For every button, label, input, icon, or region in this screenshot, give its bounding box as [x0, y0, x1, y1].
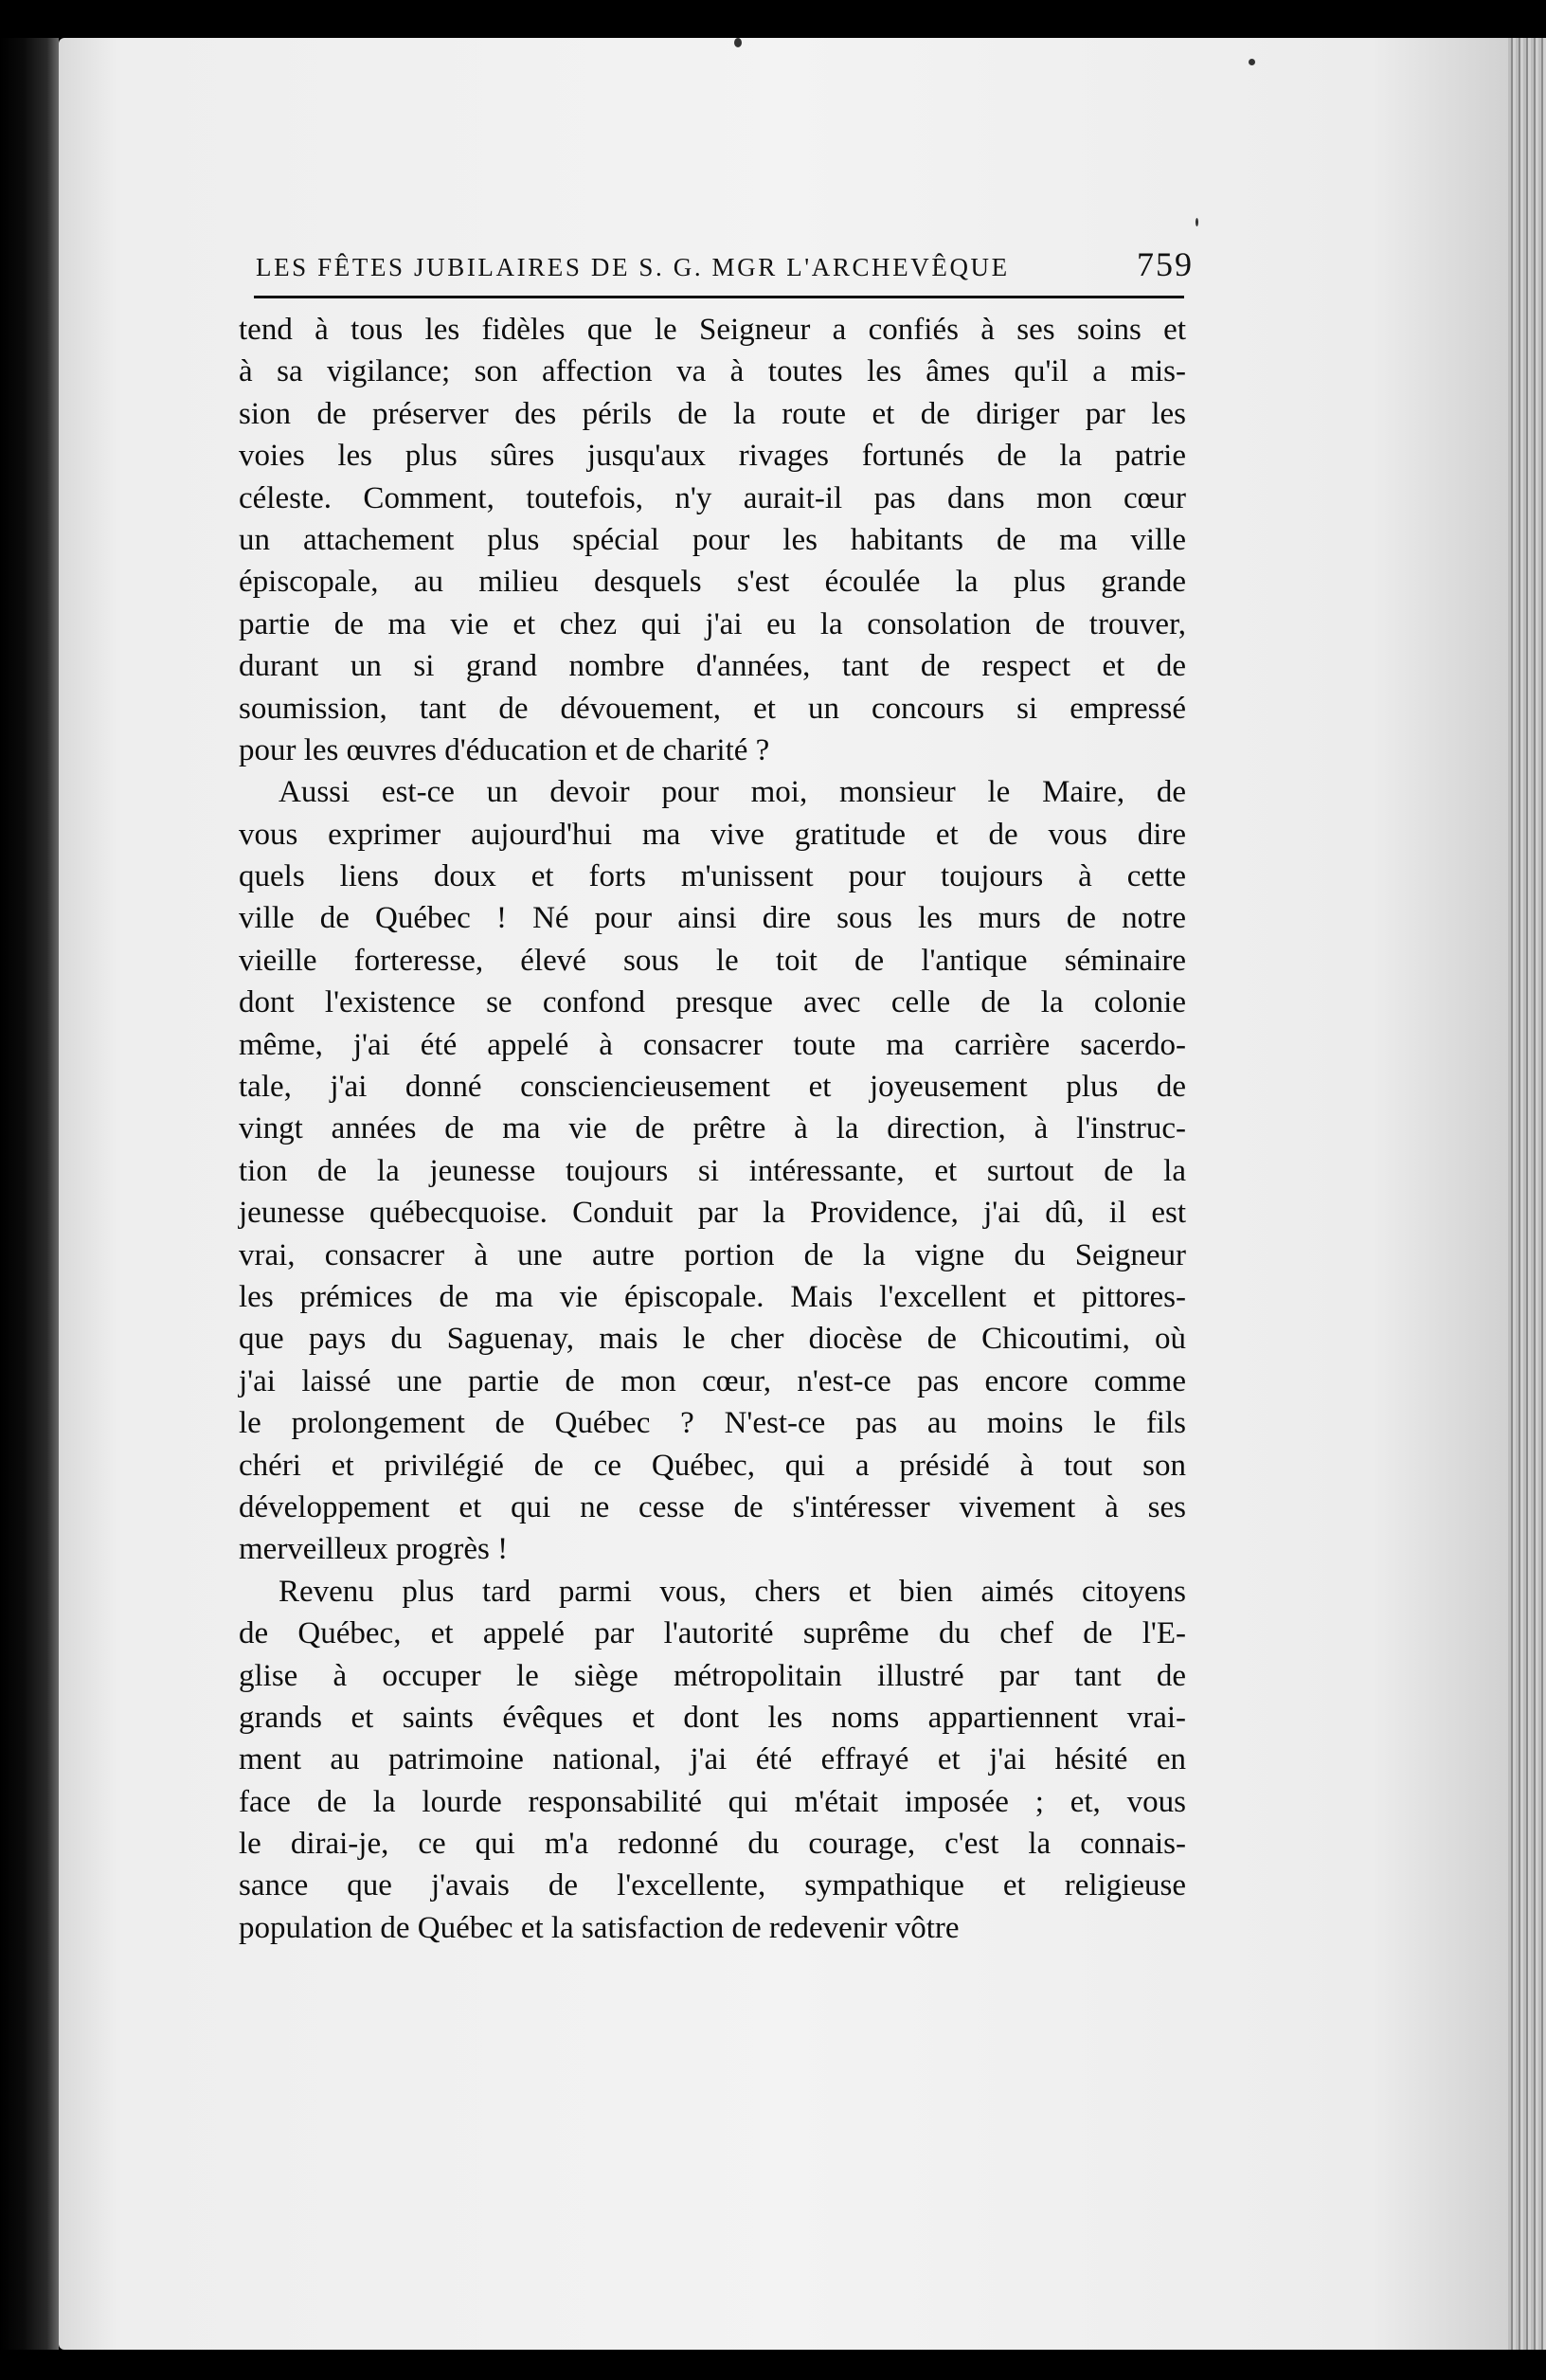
text-line: le prolongement de Québec ? N'est-ce pas au moins le fils [239, 1406, 1186, 1441]
text-line: tale, j'ai donné consciencieusement et joyeusement plus de [239, 1070, 1186, 1105]
scan-speck [734, 38, 742, 47]
page-number: 759 [1137, 245, 1194, 283]
book-page-edges [1508, 38, 1546, 2350]
text-line: population de Québec et la satisfaction de redevenir vôtre [239, 1910, 960, 1945]
text-line: sance que j'avais de l'excellente, sympathique et religieuse [239, 1868, 1186, 1903]
text-line: merveilleux progrès ! [239, 1532, 509, 1567]
text-line: vieille forteresse, élevé sous le toit de l'antique séminaire [239, 943, 1186, 978]
text-line: Aussi est-ce un devoir pour moi, monsieur le Maire, de [279, 775, 1186, 810]
text-line: quels liens doux et forts m'unissent pour toujours à cette [239, 859, 1186, 894]
header-rule [254, 296, 1184, 298]
text-line: soumission, tant de dévouement, et un concours si empressé [239, 691, 1186, 726]
scan-speck [1195, 218, 1198, 226]
text-line: même, j'ai été appelé à consacrer toute ma carrière sacerdo- [239, 1027, 1186, 1062]
text-line: Revenu plus tard parmi vous, chers et bien aimés citoyens [279, 1574, 1186, 1609]
text-line: dont l'existence se confond presque avec celle de la colonie [239, 985, 1186, 1020]
body-text [239, 309, 1186, 1949]
text-line: à sa vigilance; son affection va à toutes les âmes qu'il a mis- [239, 354, 1186, 389]
text-line: les prémices de ma vie épiscopale. Mais l'excellent et pittores- [239, 1279, 1186, 1314]
running-head [256, 244, 1194, 288]
text-line: vingt années de ma vie de prêtre à la direction, à l'instruc- [239, 1111, 1186, 1146]
text-line: le dirai-je, ce qui m'a redonné du courage, c'est la connais- [239, 1827, 1186, 1862]
running-title: LES FÊTES JUBILAIRES DE S. G. MGR L'ARCHEVÊQUE [256, 253, 1010, 281]
text-line: épiscopale, au milieu desquels s'est écoulée la plus grande [239, 565, 1186, 600]
text-line: partie de ma vie et chez qui j'ai eu la consolation de trouver, [239, 606, 1186, 641]
text-line: un attachement plus spécial pour les habitants de ma ville [239, 522, 1186, 557]
text-line: durant un si grand nombre d'années, tant de respect et de [239, 649, 1186, 684]
text-line: développement et qui ne cesse de s'intéresser vivement à ses [239, 1489, 1186, 1524]
text-line: de Québec, et appelé par l'autorité suprême du chef de l'E- [239, 1616, 1186, 1651]
scan-speck [1249, 59, 1255, 65]
text-line: ville de Québec ! Né pour ainsi dire sous les murs de notre [239, 901, 1186, 936]
scan-left-margin [0, 38, 59, 2350]
text-line: que pays du Saguenay, mais le cher diocèse de Chicoutimi, où [239, 1322, 1186, 1357]
text-line: vous exprimer aujourd'hui ma vive gratitude et de vous dire [239, 817, 1186, 852]
text-line: glise à occuper le siège métropolitain illustré par tant de [239, 1658, 1186, 1693]
text-line: chéri et privilégié de ce Québec, qui a présidé à tout son [239, 1448, 1186, 1483]
text-line: vrai, consacrer à une autre portion de la vigne du Seigneur [239, 1237, 1186, 1272]
text-line: jeunesse québecquoise. Conduit par la Providence, j'ai dû, il est [239, 1196, 1186, 1231]
text-line: céleste. Comment, toutefois, n'y aurait-il pas dans mon cœur [239, 480, 1186, 515]
text-line: sion de préserver des périls de la route et de diriger par les [239, 396, 1186, 431]
text-line: pour les œuvres d'éducation et de charité ? [239, 732, 770, 767]
text-line: tend à tous les fidèles que le Seigneur a confiés à ses soins et [239, 313, 1186, 347]
text-line: face de la lourde responsabilité qui m'était imposée ; et, vous [239, 1784, 1186, 1819]
text-line: j'ai laissé une partie de mon cœur, n'est-ce pas encore comme [239, 1363, 1186, 1398]
text-line: tion de la jeunesse toujours si intéressante, et surtout de la [239, 1153, 1186, 1188]
text-line: ment au patrimoine national, j'ai été effrayé et j'ai hésité en [239, 1742, 1186, 1777]
text-line: grands et saints évêques et dont les noms appartiennent vrai- [239, 1700, 1186, 1735]
text-line: voies les plus sûres jusqu'aux rivages fortunés de la patrie [239, 439, 1186, 474]
